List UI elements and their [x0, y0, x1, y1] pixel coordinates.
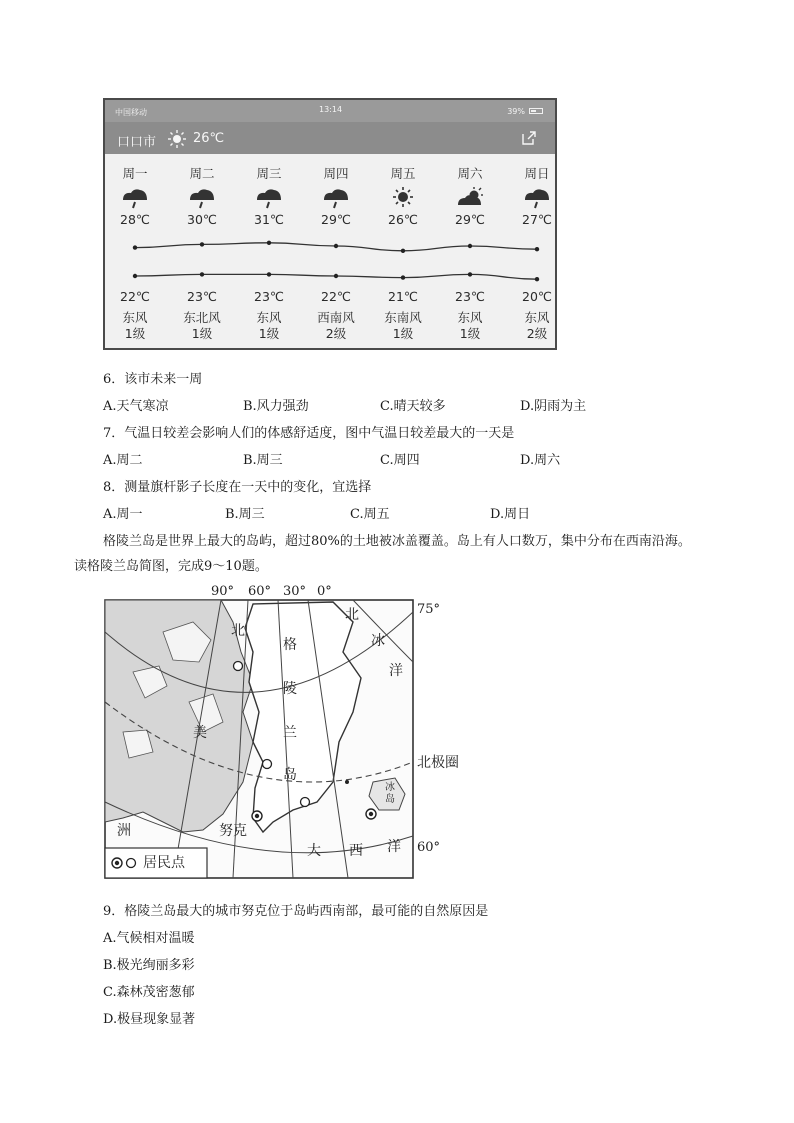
wind-level: 2级 — [325, 326, 347, 341]
high-temp-point — [468, 244, 472, 248]
low-temp: 23℃ — [455, 289, 485, 304]
day-name: 周二 — [189, 166, 215, 181]
high-temp-point — [200, 242, 204, 246]
wind-direction: 东风 — [122, 310, 148, 325]
rain-cloud-icon — [522, 186, 552, 210]
label-zhou: 洲 — [117, 823, 131, 839]
wind-level: 1级 — [191, 326, 213, 341]
wind-direction: 西南风 — [317, 310, 355, 325]
label-mei: 美 — [193, 725, 207, 741]
low-temp: 20℃ — [522, 289, 552, 304]
question-9-stem: 9．格陵兰岛最大的城市努克位于岛屿西南部，最可能的自然原因是 — [103, 904, 489, 919]
high-temp-point — [401, 249, 405, 253]
city-header — [105, 122, 555, 154]
q6-option-a[interactable]: A.天气寒凉 — [103, 399, 169, 414]
low-temp: 22℃ — [321, 289, 351, 304]
high-temp-point — [334, 244, 338, 248]
clock: 13:14 — [319, 105, 343, 114]
intro-paragraph-line-1: 格陵兰岛是世界上最大的岛屿，超过80%的土地被冰盖覆盖。岛上有人口数万，集中分布在西南沿海。 — [103, 534, 691, 549]
legend-label: 居民点 — [143, 855, 185, 871]
wind-level: 1级 — [392, 326, 414, 341]
rain-cloud-icon — [120, 186, 150, 210]
intro-paragraph-line-2: 读格陵兰岛简图，完成9～10题。 — [74, 559, 268, 574]
label-da: 大 — [307, 843, 321, 859]
q6-option-c[interactable]: C.晴天较多 — [380, 399, 446, 414]
q9-option-c[interactable]: C.森林茂密葱郁 — [103, 985, 195, 1000]
carrier-label: 中国移动 — [115, 108, 147, 117]
label-iceland-dao: 岛 — [385, 794, 395, 805]
q8-option-a[interactable]: A.周一 — [103, 507, 143, 522]
label-dao: 岛 — [283, 767, 297, 783]
partly-cloudy-icon — [455, 186, 485, 210]
low-temp-point — [334, 274, 338, 278]
q7-option-c[interactable]: C.周四 — [380, 453, 420, 468]
battery-percent: 39% — [507, 107, 525, 116]
sun-icon — [167, 129, 187, 149]
weather-app-screenshot — [103, 98, 557, 350]
question-8-stem: 8．测量旗杆影子长度在一天中的变化，宜选择 — [103, 480, 372, 495]
wind-direction: 东南风 — [384, 310, 422, 325]
wind-level: 2级 — [526, 326, 548, 341]
label-nuke: 努克 — [219, 823, 247, 839]
lat-label-75: 75° — [417, 602, 441, 617]
low-temp: 22℃ — [120, 289, 150, 304]
wind-level: 1级 — [258, 326, 280, 341]
q6-option-d[interactable]: D.阴雨为主 — [520, 399, 587, 414]
day-name: 周三 — [256, 166, 282, 181]
sun-icon — [388, 186, 418, 210]
wind-direction: 东风 — [457, 310, 483, 325]
rain-cloud-icon — [321, 186, 351, 210]
q7-option-d[interactable]: D.周六 — [520, 453, 561, 468]
rain-cloud-icon — [254, 186, 284, 210]
question-7-stem: 7．气温日较差会影响人们的体感舒适度，图中气温日较差最大的一天是 — [103, 426, 515, 441]
q7-option-b[interactable]: B.周三 — [243, 453, 283, 468]
low-temp-point — [535, 277, 539, 281]
q6-option-b[interactable]: B.风力强劲 — [243, 399, 309, 414]
status-bar — [105, 100, 555, 122]
wind-direction: 东风 — [256, 310, 282, 325]
label-lan: 兰 — [283, 725, 297, 741]
high-temp-point — [535, 247, 539, 251]
lon-label-0: 0° — [317, 584, 332, 599]
greenland-map — [103, 582, 473, 882]
label-bing: 冰 — [371, 633, 385, 649]
q9-option-b[interactable]: B.极光绚丽多彩 — [103, 958, 195, 973]
day-name: 周五 — [390, 166, 416, 181]
low-temp: 23℃ — [187, 289, 217, 304]
day-name: 周六 — [457, 166, 483, 181]
high-temp: 29℃ — [455, 212, 485, 227]
day-name: 周四 — [323, 166, 349, 181]
low-temp-point — [267, 272, 271, 276]
label-ge: 格 — [283, 637, 297, 653]
high-temp-point — [133, 245, 137, 249]
low-temp-point — [133, 274, 137, 278]
wind-level: 1级 — [124, 326, 146, 341]
lon-label-90: 90° — [211, 584, 235, 599]
q8-option-d[interactable]: D.周日 — [490, 507, 531, 522]
label-ling: 陵 — [283, 681, 297, 697]
battery-icon — [529, 108, 543, 114]
q9-option-a[interactable]: A.气候相对温暖 — [103, 931, 195, 946]
share-icon[interactable] — [521, 130, 537, 146]
low-temp: 23℃ — [254, 289, 284, 304]
high-temp: 26℃ — [388, 212, 418, 227]
day-name: 周一 — [122, 166, 148, 181]
wind-direction: 东北风 — [183, 310, 221, 325]
rain-cloud-icon — [187, 186, 217, 210]
high-temp: 30℃ — [187, 212, 217, 227]
lon-label-30: 30° — [283, 584, 307, 599]
temperature-curves — [105, 232, 555, 292]
wind-level: 1级 — [459, 326, 481, 341]
q8-option-b[interactable]: B.周三 — [225, 507, 265, 522]
low-temp-point — [468, 272, 472, 276]
label-iceland-bing: 冰 — [385, 782, 395, 793]
low-temp-point — [200, 272, 204, 276]
label-bei-1: 北 — [231, 623, 245, 639]
lon-label-60: 60° — [248, 584, 272, 599]
q7-option-a[interactable]: A.周二 — [103, 453, 143, 468]
label-yang-1: 洋 — [389, 663, 403, 679]
high-temp: 28℃ — [120, 212, 150, 227]
label-yang-2: 洋 — [387, 839, 401, 855]
high-temp: 31℃ — [254, 212, 284, 227]
question-6-stem: 6．该市未来一周 — [103, 372, 203, 387]
lat-label-60: 60° — [417, 840, 441, 855]
high-temp-point — [267, 241, 271, 245]
city-name: 口口市 — [117, 135, 157, 150]
label-bei-2: 北 — [345, 607, 359, 623]
wind-direction: 东风 — [524, 310, 550, 325]
high-temp: 27℃ — [522, 212, 552, 227]
q8-option-c[interactable]: C.周五 — [350, 507, 390, 522]
arctic-circle-label: 北极圈 — [417, 755, 459, 771]
day-name: 周日 — [524, 166, 550, 181]
high-temp: 29℃ — [321, 212, 351, 227]
label-xi: 西 — [349, 843, 363, 859]
q9-option-d[interactable]: D.极昼现象显著 — [103, 1012, 196, 1027]
low-temp: 21℃ — [388, 289, 418, 304]
low-temp-point — [401, 275, 405, 279]
current-temperature: 26℃ — [193, 131, 225, 146]
